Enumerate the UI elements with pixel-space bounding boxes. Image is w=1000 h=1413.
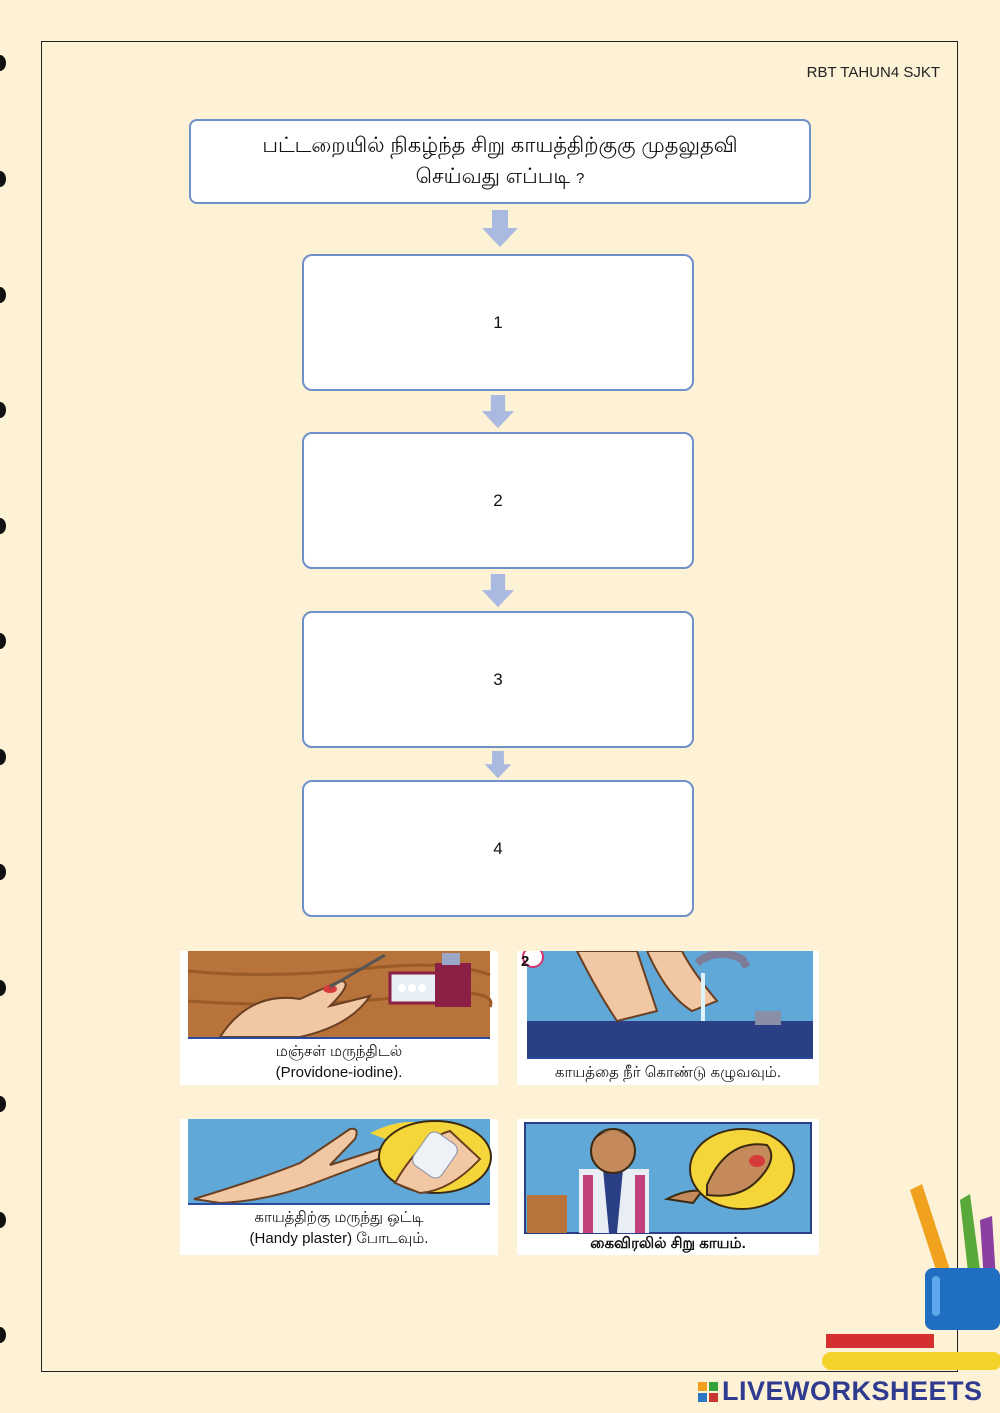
pencil-cup-illustration — [820, 1180, 1000, 1330]
answer-card-wash[interactable] — [517, 951, 819, 1085]
card-caption — [180, 1041, 498, 1083]
binder-hole — [0, 980, 6, 996]
question-mark: ? — [575, 169, 585, 187]
down-arrow-icon — [481, 210, 519, 248]
plaster-illustration — [180, 1119, 498, 1205]
down-arrow-icon — [479, 751, 517, 779]
binder-hole — [0, 1212, 6, 1228]
binder-hole — [0, 633, 6, 649]
binder-hole — [0, 1327, 6, 1343]
book-stack-illustration — [822, 1330, 1000, 1370]
card-badge: 2 — [521, 953, 530, 970]
step-drop-box-3[interactable] — [302, 611, 694, 748]
step-drop-box-2[interactable] — [302, 432, 694, 569]
logo-text: LIVEWORKSHEETS — [722, 1376, 983, 1406]
washing-illustration — [517, 951, 819, 1061]
card-divider — [188, 1203, 490, 1205]
binder-hole — [0, 864, 6, 880]
binder-hole — [0, 1096, 6, 1112]
binder-hole — [0, 518, 6, 534]
step-label: 4 — [493, 838, 503, 858]
down-arrow-icon — [479, 395, 517, 429]
answer-card-cut[interactable] — [517, 1119, 819, 1255]
caption-line-2: (Providone-iodine). — [275, 1064, 403, 1081]
step-drop-box-1[interactable] — [302, 254, 694, 391]
question-line-2: செய்வது எப்படி — [415, 164, 571, 188]
binder-hole — [0, 749, 6, 765]
injury-illustration — [517, 1119, 819, 1235]
step-label: 3 — [493, 669, 503, 689]
binder-hole — [0, 402, 6, 418]
question-box — [189, 119, 811, 204]
caption-line-2: (Handy plaster) போடவும். — [249, 1230, 429, 1247]
binder-hole — [0, 55, 6, 71]
liveworksheets-logo — [698, 1376, 983, 1407]
question-line-1: பட்டறையில் நிகழ்ந்த சிறு காயத்திற்குகு முதலுதவி — [262, 133, 738, 157]
step-label: 2 — [493, 490, 503, 510]
binder-hole — [0, 287, 6, 303]
step-label: 1 — [493, 312, 503, 332]
down-arrow-icon — [479, 574, 517, 608]
logo-mark-icon — [698, 1382, 718, 1402]
answer-card-iodine[interactable] — [180, 951, 498, 1085]
answer-card-plaster[interactable] — [180, 1119, 498, 1255]
caption-line-1: கைவிரலில் சிறு காயம். — [590, 1235, 746, 1252]
caption-line-1: காயத்தை நீர் கொண்டு கழுவவும். — [554, 1064, 782, 1081]
binder-hole — [0, 171, 6, 187]
antiseptic-illustration — [180, 951, 498, 1043]
card-divider — [527, 1057, 813, 1059]
card-divider — [188, 1037, 490, 1039]
caption-line-1: மஞ்சள் மருந்திடல் — [275, 1043, 403, 1060]
card-caption — [180, 1207, 498, 1249]
caption-line-1: காயத்திற்கு மருந்து ஒட்டி — [254, 1209, 424, 1226]
step-drop-box-4[interactable] — [302, 780, 694, 917]
worksheet-tag: RBT TAHUN4 SJKT — [806, 64, 940, 81]
